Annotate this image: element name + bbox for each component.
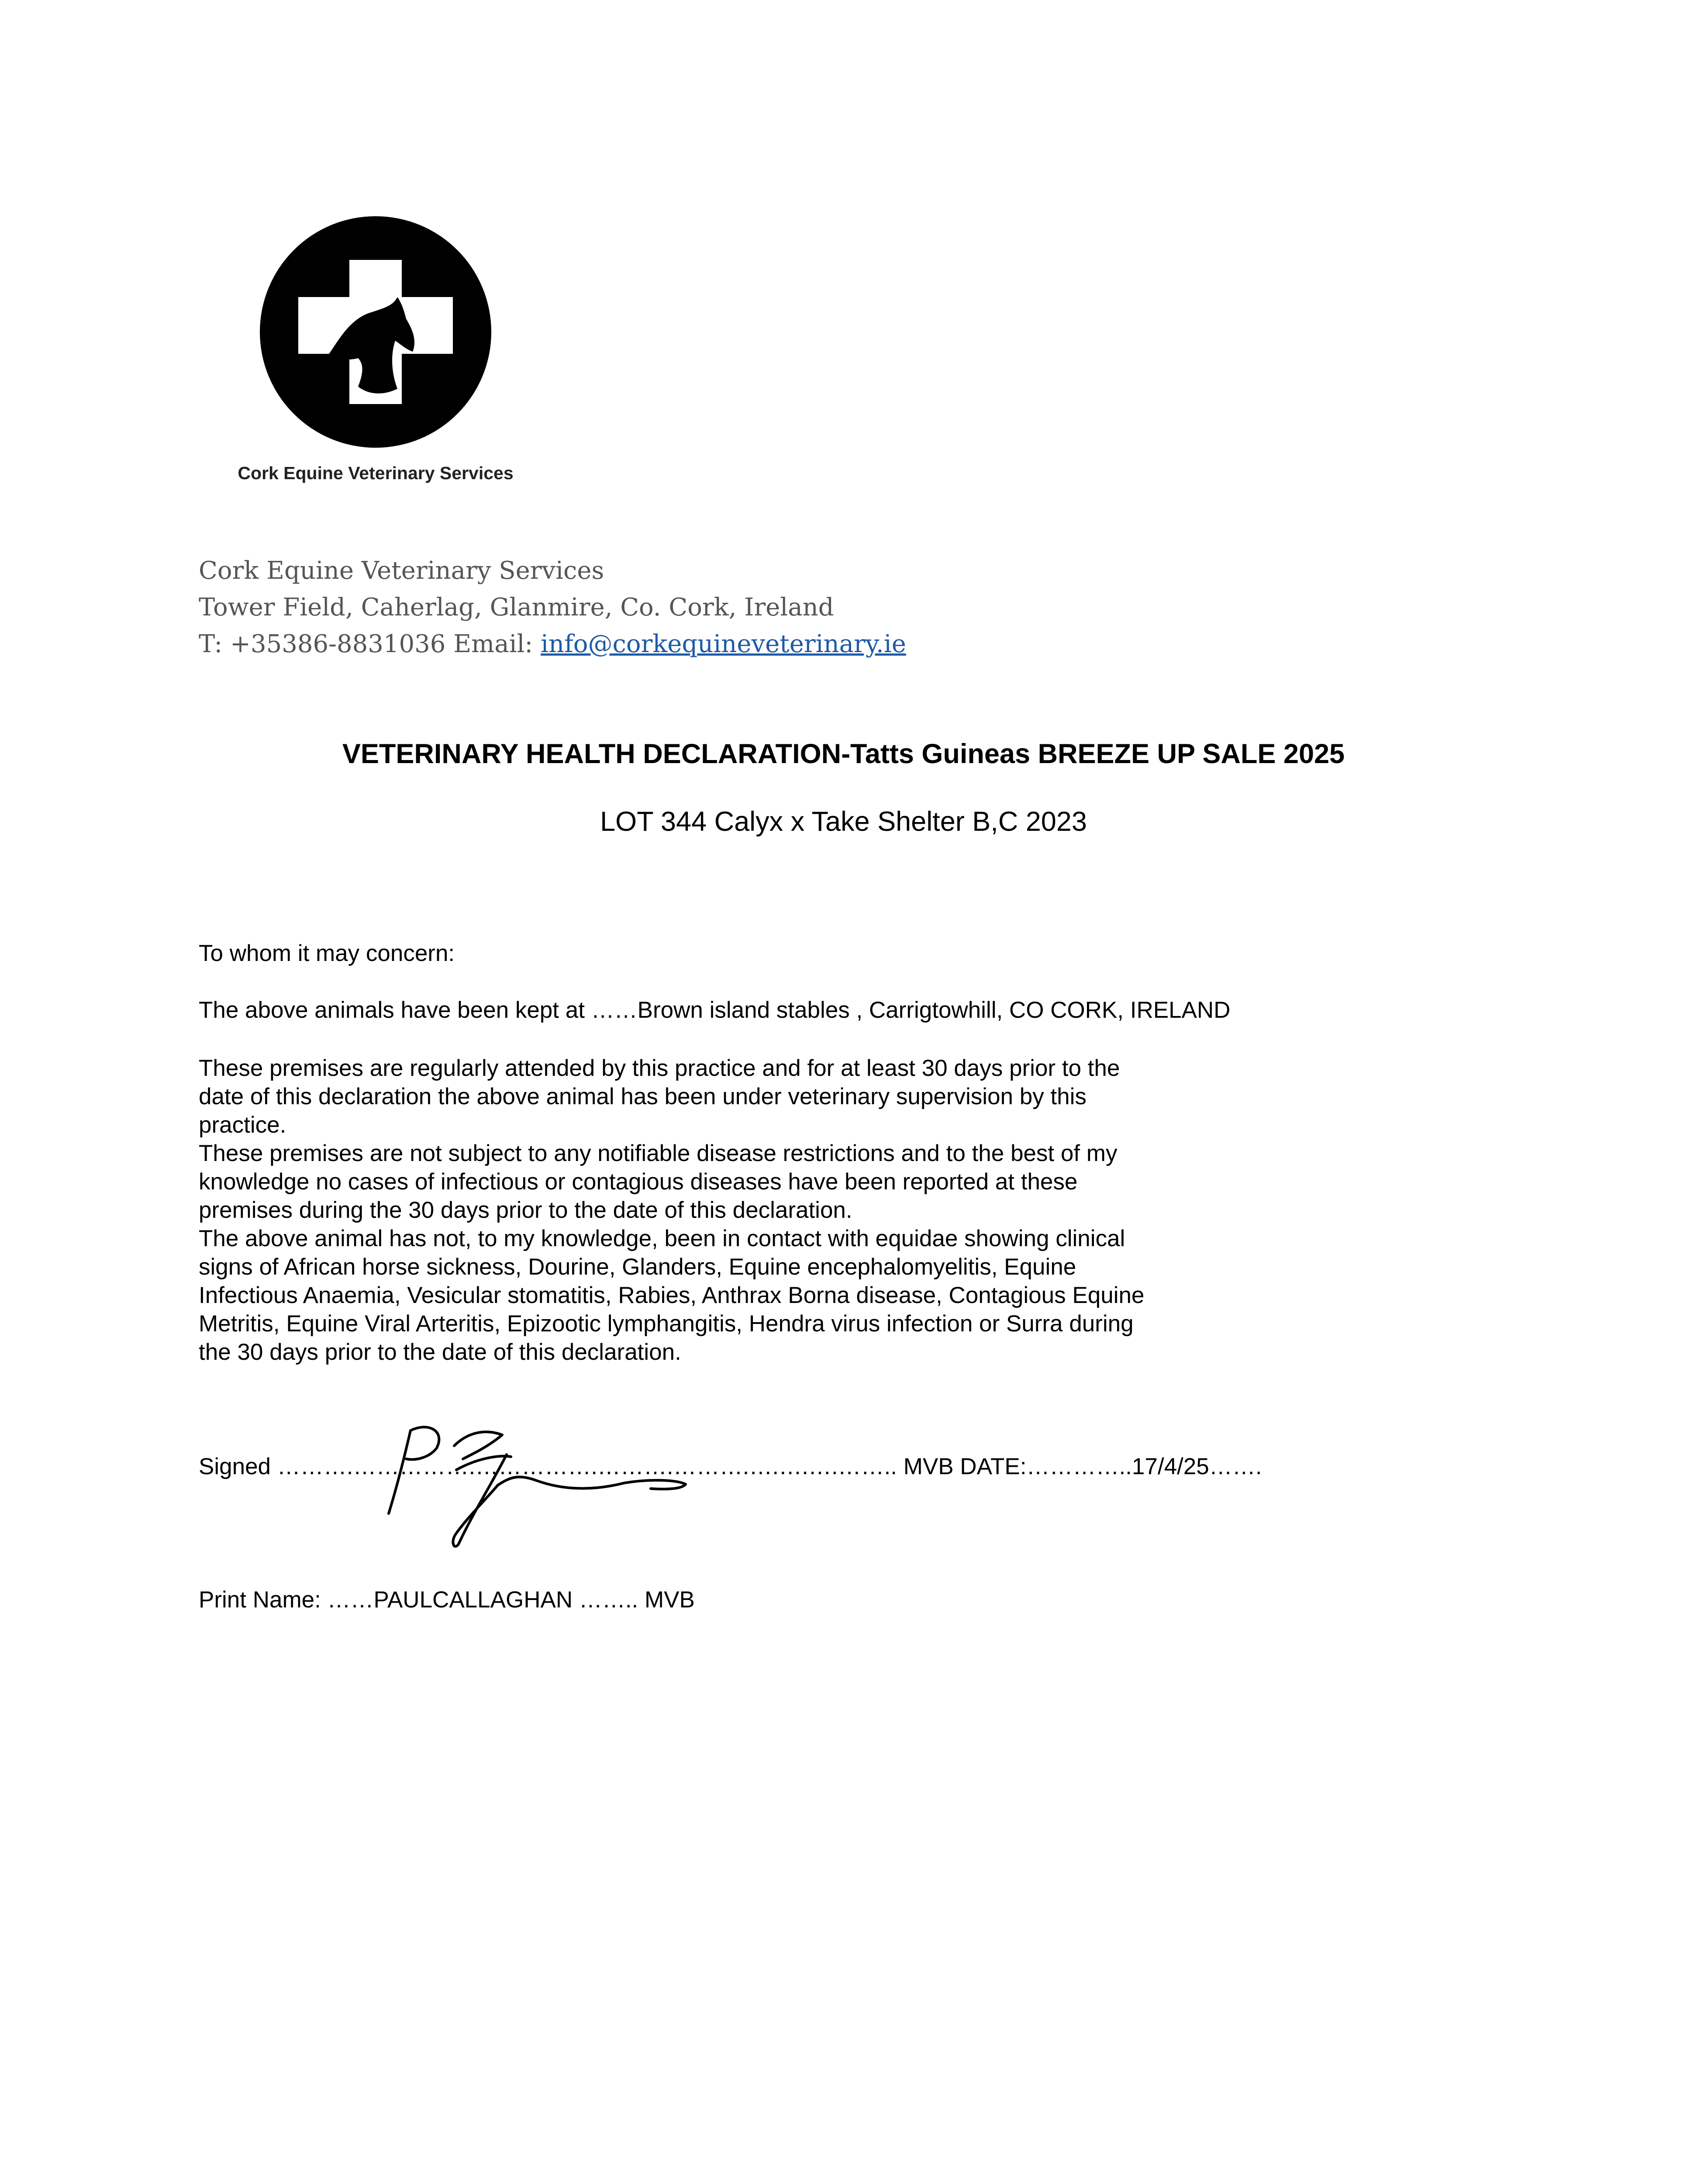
email-link[interactable]: info@corkequineveterinary.ie bbox=[541, 630, 906, 658]
paragraph-line: Infectious Anaemia, Vesicular stomatitis, Rabies, Anthrax Borna disease, Contagious Equine bbox=[199, 1282, 1145, 1308]
paragraph-line: These premises are not subject to any notifiable disease restrictions and to the best of my bbox=[199, 1140, 1118, 1166]
paragraph-line: Metritis, Equine Viral Arteritis, Epizootic lymphangitis, Hendra virus infection or Surra during bbox=[199, 1311, 1134, 1337]
practice-contact bbox=[199, 626, 906, 663]
practice-address: Tower Field, Caherlag, Glanmire, Co. Cork, Ireland bbox=[199, 593, 834, 622]
paragraph-line: knowledge no cases of infectious or contagious diseases have been reported at these bbox=[199, 1169, 1078, 1195]
signed-line: Signed ……….…………….…………….……….……….….….….…….. MVB DATE:…………..17/4/25……. bbox=[199, 1454, 1262, 1479]
paragraph-line: signs of African horse sickness, Dourine, Glanders, Equine encephalomyelitis, Equine bbox=[199, 1254, 1076, 1280]
practice-logo bbox=[218, 210, 533, 507]
phone-and-email-label: T: +35386-8831036 Email: bbox=[199, 630, 533, 658]
handwritten-signature bbox=[380, 1411, 738, 1555]
declaration-title: VETERINARY HEALTH DECLARATION-Tatts Guineas BREEZE UP SALE 2025 bbox=[342, 739, 1345, 769]
print-name: Print Name: ……PAULCALLAGHAN …….. MVB bbox=[199, 1587, 695, 1613]
lot-description: LOT 344 Calyx x Take Shelter B,C 2023 bbox=[600, 806, 1087, 837]
paragraph-line: These premises are regularly attended by this practice and for at least 30 days prior to the bbox=[199, 1055, 1120, 1081]
premises-statement: The above animals have been kept at ……Brown island stables , Carrigtowhill, CO CORK, IRELAND bbox=[199, 997, 1231, 1023]
logo-caption: Cork Equine Veterinary Services bbox=[238, 463, 514, 483]
declaration-paragraphs bbox=[199, 1054, 1144, 1366]
paragraph-line: The above animal has not, to my knowledge, been in contact with equidae showing clinical bbox=[199, 1226, 1125, 1251]
letterhead bbox=[199, 553, 906, 663]
paragraph-line: practice. bbox=[199, 1112, 286, 1138]
paragraph-line: the 30 days prior to the date of this declaration. bbox=[199, 1339, 681, 1365]
paragraph-line: premises during the 30 days prior to the date of this declaration. bbox=[199, 1197, 852, 1223]
signature-icon bbox=[380, 1411, 738, 1555]
paragraph-line: date of this declaration the above animal has been under veterinary supervision by this bbox=[199, 1084, 1087, 1109]
logo-emblem bbox=[218, 210, 533, 454]
salutation: To whom it may concern: bbox=[199, 940, 455, 966]
practice-name: Cork Equine Veterinary Services bbox=[199, 556, 604, 585]
